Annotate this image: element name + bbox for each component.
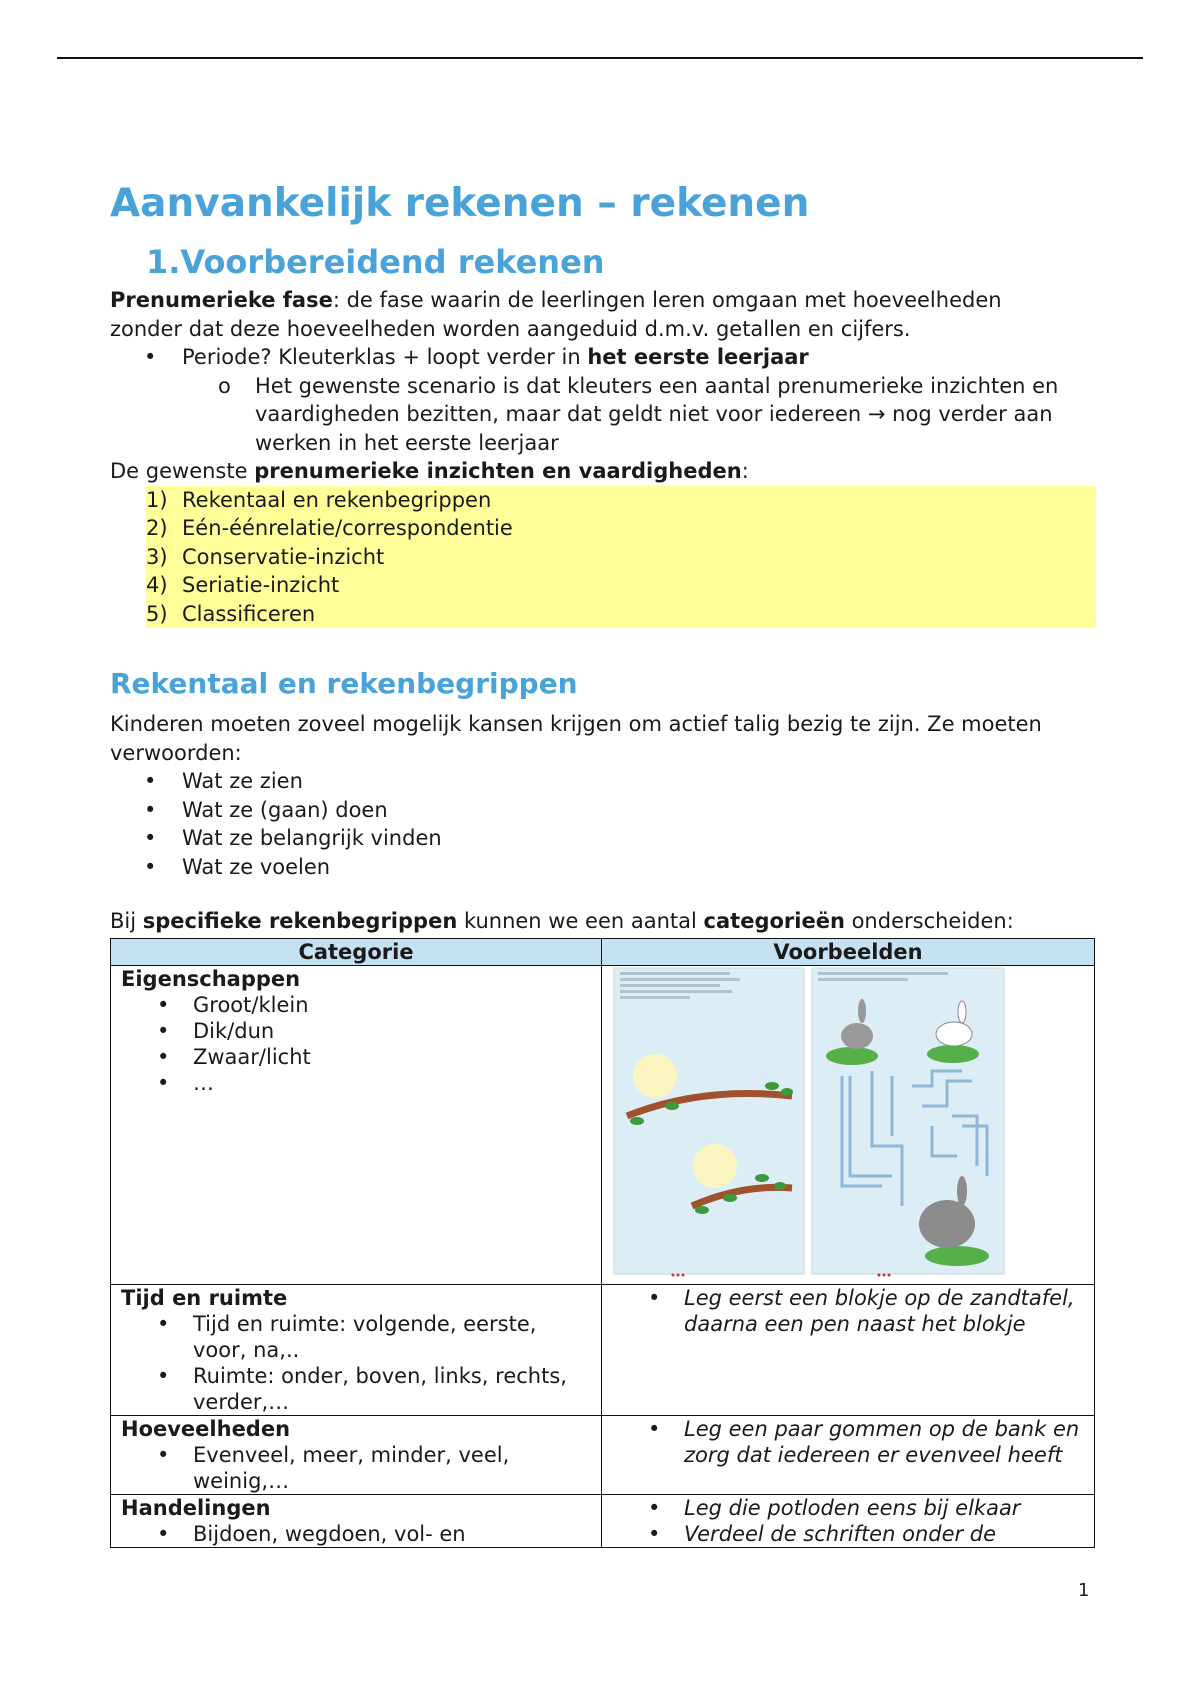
- intro-text: : de fase waarin de leerlingen leren omgaan met hoeveelheden: [332, 288, 1002, 312]
- item-label: Conservatie-inzicht: [182, 544, 385, 569]
- example-cell: [602, 1415, 1095, 1494]
- desired-tail: :: [741, 459, 749, 483]
- rabbit-illustration: [936, 1022, 972, 1046]
- verwoorden-list: [110, 767, 1096, 881]
- numbered-item: [146, 543, 1086, 572]
- example-item: • Leg eerst een blokje op de zandtafel, daarna een pen naast het blokje: [612, 1285, 1084, 1337]
- example-cell: [602, 1284, 1095, 1415]
- category-title: Hoeveelheden: [121, 1416, 291, 1441]
- intro-paragraph: [110, 286, 1096, 343]
- desired-bold: prenumerieke inzichten en vaardigheden: [254, 459, 742, 483]
- text: onderscheiden:: [844, 909, 1014, 933]
- numbered-item: [146, 600, 1086, 629]
- item-number: 5): [146, 601, 168, 626]
- category-item: • Tijd en ruimte: volgende, eerste, voor, na,..: [121, 1311, 591, 1363]
- numbered-item: [146, 514, 1086, 543]
- highlighted-numbered-list: [146, 486, 1096, 629]
- category-title: Handelingen: [121, 1495, 271, 1520]
- example-item: • Verdeel de schriften onder de: [612, 1521, 1084, 1547]
- category-cell: [111, 1494, 602, 1547]
- top-rule: [57, 57, 1143, 59]
- category-item: • Zwaar/licht: [121, 1044, 591, 1070]
- example-item: • Leg een paar gommen op de bank en zorg dat iedereen er evenveel heeft: [612, 1416, 1084, 1468]
- example-item: • Leg die potloden eens bij elkaar: [612, 1495, 1084, 1521]
- category-item: • Dik/dun: [121, 1018, 591, 1044]
- sub-list-item: o Het gewenste scenario is dat kleuters een aantal prenumerieke inzichten en vaardigheden bezitten, maar dat geldt niet voor iedereen → nog verder aan werken in het eerste leerjaar: [110, 372, 1096, 458]
- table-header-row: [111, 938, 1095, 965]
- page-number: 1: [1078, 1580, 1090, 1601]
- example-cell: [602, 1494, 1095, 1547]
- category-cell: [111, 1415, 602, 1494]
- desired-text: De gewenste: [110, 459, 255, 483]
- page-title: Aanvankelijk rekenen – rekenen: [110, 181, 810, 226]
- grass-patch: [925, 1246, 989, 1266]
- rabbit-illustration: [841, 1023, 873, 1049]
- item-number: 3): [146, 544, 168, 569]
- item-number: 2): [146, 516, 168, 540]
- table-row: [111, 965, 1095, 1284]
- table-row: [111, 1415, 1095, 1494]
- item-label: Classificeren: [182, 601, 316, 626]
- category-cell: [111, 1284, 602, 1415]
- section-heading-rekentaal: Rekentaal en rekenbegrippen: [110, 667, 578, 700]
- moon-illustration: [633, 1054, 677, 1098]
- moon-illustration: [693, 1144, 737, 1188]
- bold-text: specifieke rekenbegrippen: [142, 909, 458, 933]
- categories-table: [110, 938, 1095, 1548]
- list-item: • Wat ze voelen: [110, 853, 1096, 882]
- text: kunnen we een aantal: [457, 909, 704, 933]
- category-item: • Bijdoen, wegdoen, vol- en: [121, 1521, 591, 1547]
- numbered-item: [146, 571, 1086, 600]
- category-item: • Evenveel, meer, minder, veel, weinig,…: [121, 1442, 591, 1494]
- list-item: • Wat ze belangrijk vinden: [110, 824, 1096, 853]
- grass-patch: [826, 1047, 878, 1065]
- item-label: Rekentaal en rekenbegrippen: [182, 487, 492, 512]
- header-voorbeelden: Voorbeelden: [602, 938, 1095, 965]
- item-number: 4): [146, 573, 168, 597]
- list-item: • Wat ze zien: [110, 767, 1096, 796]
- list-item: [110, 343, 1096, 372]
- spacer: [110, 881, 1096, 907]
- category-cell: [111, 965, 602, 1284]
- section-heading-voorbereidend: 1.Voorbereidend rekenen: [146, 243, 605, 281]
- numbered-item: [146, 486, 1086, 515]
- rabbit-illustration: [919, 1200, 975, 1248]
- text: Bij: [110, 909, 143, 933]
- period-text: Periode? Kleuterklas + loopt verder in: [182, 345, 588, 369]
- intro-text-2: zonder dat deze hoeveelheden worden aangeduid d.m.v. getallen en cijfers.: [110, 316, 911, 341]
- table-row: [111, 1494, 1095, 1547]
- item-label: Seriatie-inzicht: [182, 573, 340, 597]
- category-title: Eigenschappen: [121, 966, 301, 991]
- intro-term: Prenumerieke fase: [110, 288, 333, 312]
- item-number: 1): [146, 487, 168, 512]
- desired-paragraph: [110, 457, 1096, 486]
- document-body: [110, 180, 1096, 1548]
- grass-patch: [927, 1045, 979, 1063]
- worksheet-illustrations: [602, 966, 1092, 1278]
- category-item: • Ruimte: onder, boven, links, rechts, verder,…: [121, 1363, 591, 1415]
- list-item: • Wat ze (gaan) doen: [110, 796, 1096, 825]
- example-image-cell: [602, 965, 1095, 1284]
- category-item: • …: [121, 1070, 591, 1096]
- table-row: [111, 1284, 1095, 1415]
- period-bold: het eerste leerjaar: [587, 345, 809, 369]
- item-label: Eén-éénrelatie/correspondentie: [182, 516, 513, 540]
- rekentaal-paragraph: Kinderen moeten zoveel mogelijk kansen krijgen om actief talig bezig te zijn. Ze moeten verwoorden:: [110, 712, 1042, 765]
- categories-intro: [110, 907, 1096, 936]
- category-title: Tijd en ruimte: [121, 1285, 288, 1310]
- category-item: • Groot/klein: [121, 992, 591, 1018]
- bold-text: categorieën: [703, 909, 845, 933]
- header-categorie: Categorie: [111, 938, 602, 965]
- period-list: [110, 343, 1096, 457]
